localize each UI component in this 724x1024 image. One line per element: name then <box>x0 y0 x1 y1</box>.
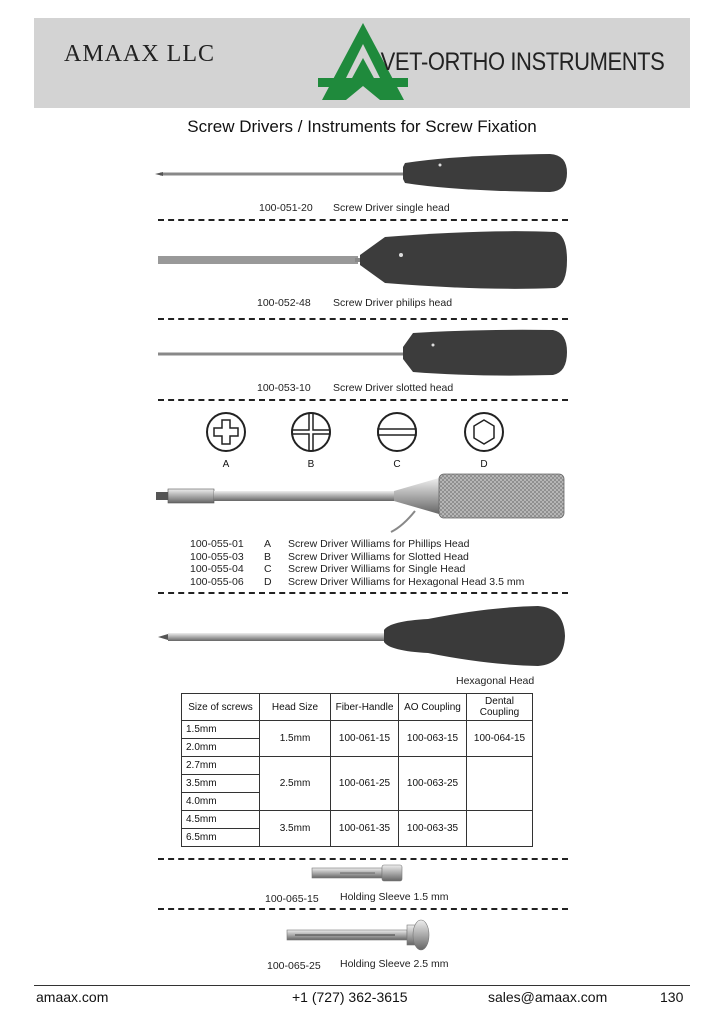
tip-label: C <box>393 459 401 470</box>
divider <box>158 399 568 401</box>
page-number: 130 <box>660 989 684 1005</box>
williams-letter: A <box>264 538 272 550</box>
footer-divider <box>34 985 690 986</box>
williams-letter: C <box>264 563 272 575</box>
williams-code: 100-055-03 <box>190 550 244 563</box>
item-code: 100-053-10 <box>257 382 311 394</box>
fiber-handle-cell: 100-061-25 <box>331 757 399 811</box>
size-cell: 1.5mm <box>182 721 260 739</box>
slotted-tip-icon <box>376 411 418 453</box>
fiber-handle-cell: 100-061-35 <box>331 811 399 847</box>
williams-screw-driver-image <box>153 470 569 538</box>
dental-coupling-cell <box>467 811 533 847</box>
divider <box>158 592 568 594</box>
head-size-cell: 2.5mm <box>260 757 331 811</box>
item-description: Screw Driver philips head <box>333 297 453 309</box>
williams-code: 100-055-04 <box>190 563 244 575</box>
ao-coupling-cell: 100-063-35 <box>399 811 467 847</box>
screw-driver-slotted-head-image <box>155 327 570 379</box>
dental-coupling-cell: 100-064-15 <box>467 721 533 757</box>
size-cell: 2.7mm <box>182 757 260 775</box>
table-header: AO Coupling <box>399 694 467 721</box>
page-title: Screw Drivers / Instruments for Screw Fixation <box>187 117 537 136</box>
footer-website-link[interactable]: amaax.com <box>36 989 109 1005</box>
hexagonal-head-label: Hexagonal Head <box>456 675 535 687</box>
tip-label: A <box>222 459 230 470</box>
item-code: 100-051-20 <box>259 202 313 214</box>
page-header <box>34 18 690 108</box>
cross-tip-icon <box>290 411 332 453</box>
item-code: 100-052-48 <box>257 297 311 309</box>
williams-letters <box>264 538 272 588</box>
table-header: Size of screws <box>182 694 260 721</box>
size-cell: 4.0mm <box>182 793 260 811</box>
ao-coupling-cell: 100-063-15 <box>399 721 467 757</box>
size-cell: 3.5mm <box>182 775 260 793</box>
ao-coupling-cell: 100-063-25 <box>399 757 467 811</box>
williams-descriptions <box>288 538 524 588</box>
sleeve-description: Holding Sleeve 2.5 mm <box>340 958 449 970</box>
footer-phone[interactable]: +1 (727) 362-3615 <box>292 989 408 1005</box>
item-description: Screw Driver single head <box>333 202 450 214</box>
item-description: Screw Driver slotted head <box>333 382 454 394</box>
table-header: Dental Coupling <box>467 694 533 721</box>
size-cell: 4.5mm <box>182 811 260 829</box>
head-size-cell: 1.5mm <box>260 721 331 757</box>
table-header: Head Size <box>260 694 331 721</box>
williams-code: 100-055-01 <box>190 538 244 550</box>
divider <box>158 318 568 320</box>
williams-description: Screw Driver Williams for Slotted Head <box>288 550 469 563</box>
company-name: AMAAX LLC <box>64 41 215 67</box>
sleeve-code: 100-065-15 <box>265 893 319 905</box>
phillips-tip-icon <box>205 411 247 453</box>
hexagonal-head-driver-image <box>158 603 568 669</box>
hexagonal-tip-icon <box>463 411 505 453</box>
williams-description: Screw Driver Williams for Phillips Head <box>288 538 470 550</box>
holding-sleeve-large-image <box>285 918 435 954</box>
size-cell: 2.0mm <box>182 739 260 757</box>
screw-driver-single-head-image <box>155 145 570 200</box>
dental-coupling-cell <box>467 757 533 811</box>
williams-letter: B <box>264 550 272 563</box>
sleeve-description: Holding Sleeve 1.5 mm <box>340 891 449 903</box>
williams-description: Screw Driver Williams for Hexagonal Head 3.5 mm <box>288 575 525 588</box>
head-size-cell: 3.5mm <box>260 811 331 847</box>
footer-email-link[interactable]: sales@amaax.com <box>488 989 608 1005</box>
tip-label: B <box>307 459 315 470</box>
williams-letter: D <box>264 575 272 588</box>
williams-description: Screw Driver Williams for Single Head <box>288 563 466 575</box>
holding-sleeve-small-image <box>310 862 405 886</box>
fiber-handle-cell: 100-061-15 <box>331 721 399 757</box>
sleeve-code: 100-065-25 <box>267 960 321 972</box>
divider <box>158 908 568 910</box>
table-header: Fiber-Handle <box>331 694 399 721</box>
tip-label: D <box>480 459 488 470</box>
williams-codes <box>190 538 244 588</box>
screw-size-table <box>181 693 533 847</box>
divider <box>158 219 568 221</box>
size-cell: 6.5mm <box>182 829 260 847</box>
williams-code: 100-055-06 <box>190 575 244 588</box>
screw-driver-philips-head-image <box>155 227 570 292</box>
brand-name: VET-ORTHO INSTRUMENTS <box>380 48 664 76</box>
divider <box>158 858 568 860</box>
